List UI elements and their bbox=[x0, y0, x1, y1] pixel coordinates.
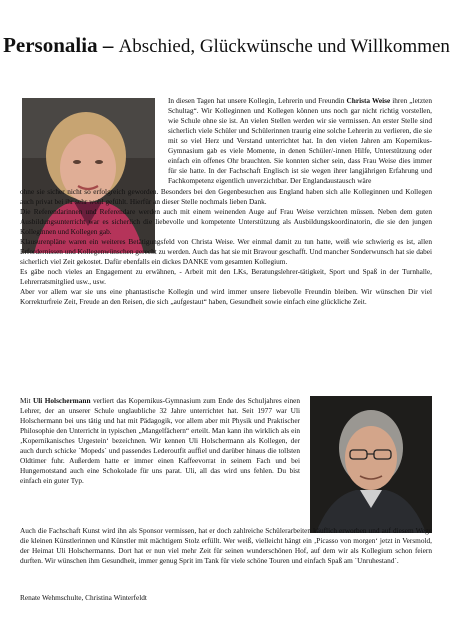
holschermann-paragraph bbox=[20, 396, 300, 486]
paragraph-4: Klausurenpläne waren ein weiteres Betätigungsfeld von Christa Weise. Wer einmal damit zu tun hatte, weiß wie schwierig es ist, allen Erfordernissen und Kollegenwünschen gerecht zu werden. Auch das hat sie mit Bravour geschafft. Und mancher Sonderwunsch hat sie dabei sicherlich viel Zeit gekostet. Dafür ebenfalls ein dickes DANKE vom gesamten Kollegium. bbox=[20, 237, 433, 266]
paragraph-7-prefix: Mit bbox=[20, 396, 33, 405]
paragraph-8: Auch die Fachschaft Kunst wird ihn als Sponsor vermissen, hat er doch zahlreiche Schülerarbeiten käuflich erworben und auf diesem Wege die kleinen Künstlerinnen und Künstler mit mächtigem Stolz erfüllt. Wer weiß, vielleicht hängt ein ‚Picasso von morgen‘ jetzt in Versmold, der Heimat Uli Holschermanns. Dort hat er nun viel mehr Zeit für seinen wunderschönen Hof, auf dem wir als Kollegium schon feiern durften. Wir wünschen ihm Gesundheit, immer genug Sprit im Tank für viele schöne Touren und einfach Spaß am `Unruhestand`. bbox=[20, 526, 432, 565]
weise-paragraphs bbox=[20, 187, 432, 307]
title-rest: Abschied, Glückwünsche und Willkommen bbox=[118, 36, 450, 57]
title-bold: Personalia – bbox=[3, 33, 119, 57]
name-christa-weise: Christa Weise bbox=[346, 96, 391, 105]
portrait-photo-uli-holschermann bbox=[310, 396, 432, 533]
paragraph-3: Die Referendarinnen und Referendare werden auch mit einem weinenden Auge auf Frau Weise verzichten müssen. Neben dem guten Ausbildungsunterricht war es sicherlich die liebevolle und kompetente Unterstützung als Ausbildungskoordinatorin, die sie den jungen Kolleginnen und Kollegen gab. bbox=[20, 207, 432, 236]
page-title bbox=[0, 33, 453, 59]
paragraph-5: Es gäbe noch vieles an Engagement zu erwähnen, - Arbeit mit den LKs, Beratungslehrer-tätigkeit, Sport und Spaß in der Turnhalle, Lehrerratsmitglied usw., usw. bbox=[20, 267, 432, 286]
paragraph-1-text: ihren „letzten Schultag“. Wir Kolleginnen und Kollegen können uns noch gar nicht richtig vorstellen, wie Schule ohne sie ist. An vielen Stellen werden wir sie vermissen. An erster Stelle sind sicherlich viele Schüler und Schülerinnen traurig eine solche Lehrerin zu verlieren, die sie mit so viel Herz und Verstand unterrichtet hat. In den vielen Jahren am Kopernikus-Gymnasium gab es viele Momente, in denen Schüler/-innen Hilfe, Unterstützung oder einfach ein offenes Ohr brauchten. Sie konnten sicher sein, dass Frau Weise dies immer für sie hatte. In der Fachschaft Englisch ist sie wegen ihrer langjährigen Erfahrung und Fachkompetenz eigentlich unverzichtbar. Der Englandaustausch wäre bbox=[168, 96, 432, 185]
intro-prefix: In diesen Tagen hat unsere Kollegin, Lehrerin und Freundin bbox=[168, 96, 347, 105]
paragraph-6: Aber vor allem war sie uns eine phantastische Kollegin und wird immer unsere liebevolle Freundin bleiben. Wir wünschen Dir viel Korrekturfreie Zeit, Freude an den Reisen, die sich „aufgestaut“ haben, Gesundheit sowie einfach eine glückliche Zeit. bbox=[20, 287, 432, 306]
name-uli-holschermann: Uli Holschermann bbox=[32, 396, 91, 405]
signature: Renate Wehmschulte, Christina Winterfeldt bbox=[20, 593, 147, 602]
paragraph-2: ohne sie sicher nicht so erfolgreich geworden. Besonders bei den Gegenbesuchen aus England haben sich alle Kolleginnen und Kollegen auch privat bei ihr sehr wohl gefühlt. Hierfür an dieser Stelle nochmals lieben Dank. bbox=[20, 187, 432, 206]
paragraph-7-text: verliert das Kopernikus-Gymnasium zum Ende des Schuljahres einen Lehrer, der an unserer Schule unglaubliche 32 Jahre unterrichtet hat. Seit 1977 war Uli Holschermann bei uns tätig und hat mit Pädagogik, vor allem aber mit Physik und Praktischer Philosophie den Unterricht in typischen „Mangelfächern“ erteilt. Man kann ihn wirklich als ein ‚Kopernikanisches Urgestein‘ bezeichnen. Wir kennen Uli Holschermann als Kollegen, der auch durch schicke `Mopeds` und passendes Lederoutfit auffiel und darüber hinaus die tollsten Oldtimer fuhr. Außerdem hatte er immer einen Kaffeevorrat in seinem Fach und bei Hungernotstand auch eine Schokolade für uns parat. Uli, all das wird uns fehlen. Du bist einfach ein guter Typ. bbox=[20, 396, 300, 485]
intro-paragraph bbox=[168, 96, 432, 186]
